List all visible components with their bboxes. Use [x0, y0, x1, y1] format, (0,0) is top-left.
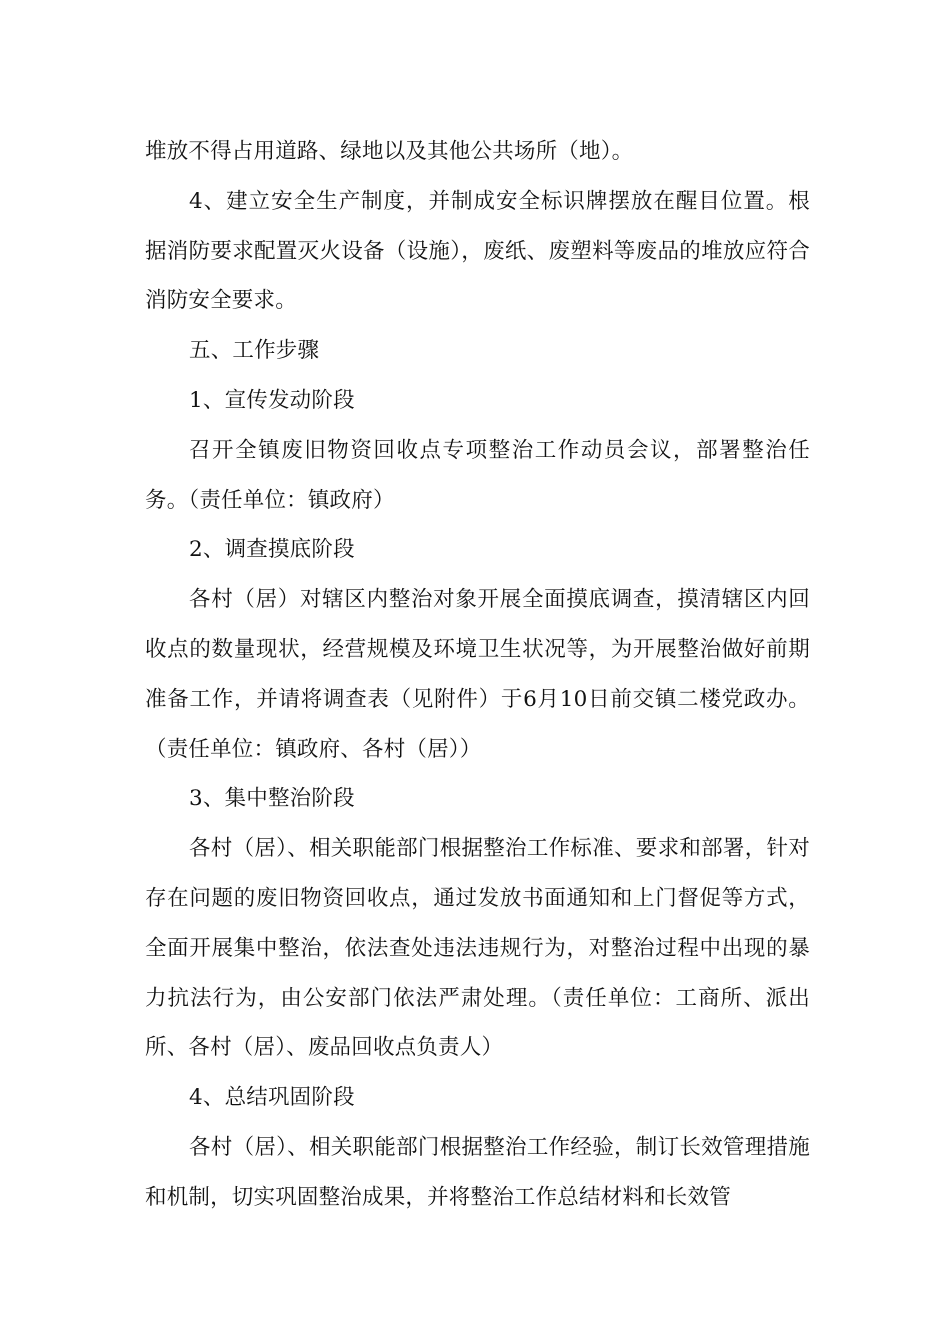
step-heading-3: 3、集中整治阶段 — [189, 786, 355, 812]
document-body — [145, 127, 810, 1223]
step-heading-4: 4、总结巩固阶段 — [189, 1085, 355, 1111]
paragraph-step-4: 各村（居）、相关职能部门根据整治工作经验，制订长效管理措施和机制，切实巩固整治成果，并将整治工作总结材料和长效管 — [145, 1134, 810, 1210]
paragraph-step-2: 各村（居）对辖区内整治对象开展全面摸底调查，摸清辖区内回收点的数量现状，经营规模及环境卫生状况等，为开展整治做好前期准备工作，并请将调查表（见附件）于6月10日前交镇二楼党政办。（责任单位：镇政府、各村（居）） — [145, 587, 810, 762]
paragraph-2: 4、建立安全生产制度，并制成安全标识牌摆放在醒目位置。根据消防要求配置灭火设备（设施），废纸、废塑料等废品的堆放应符合消防安全要求。 — [145, 188, 810, 314]
section-heading-work-steps: 五、工作步骤 — [189, 338, 320, 364]
paragraph-step-1: 召开全镇废旧物资回收点专项整治工作动员会议，部署整治任务。（责任单位：镇政府） — [145, 437, 810, 513]
paragraph-step-3: 各村（居）、相关职能部门根据整治工作标准、要求和部署，针对存在问题的废旧物资回收点，通过发放书面通知和上门督促等方式，全面开展集中整治，依法查处违法违规行为，对整治过程中出现的暴力抗法行为，由公安部门依法严肃处理。（责任单位：工商所、派出所、各村（居）、废品回收点负责人） — [145, 836, 810, 1061]
step-heading-2: 2、调查摸底阶段 — [189, 537, 355, 563]
step-heading-1: 1、宣传发动阶段 — [189, 387, 355, 413]
paragraph-1: 堆放不得占用道路、绿地以及其他公共场所（地）。 — [145, 139, 634, 164]
